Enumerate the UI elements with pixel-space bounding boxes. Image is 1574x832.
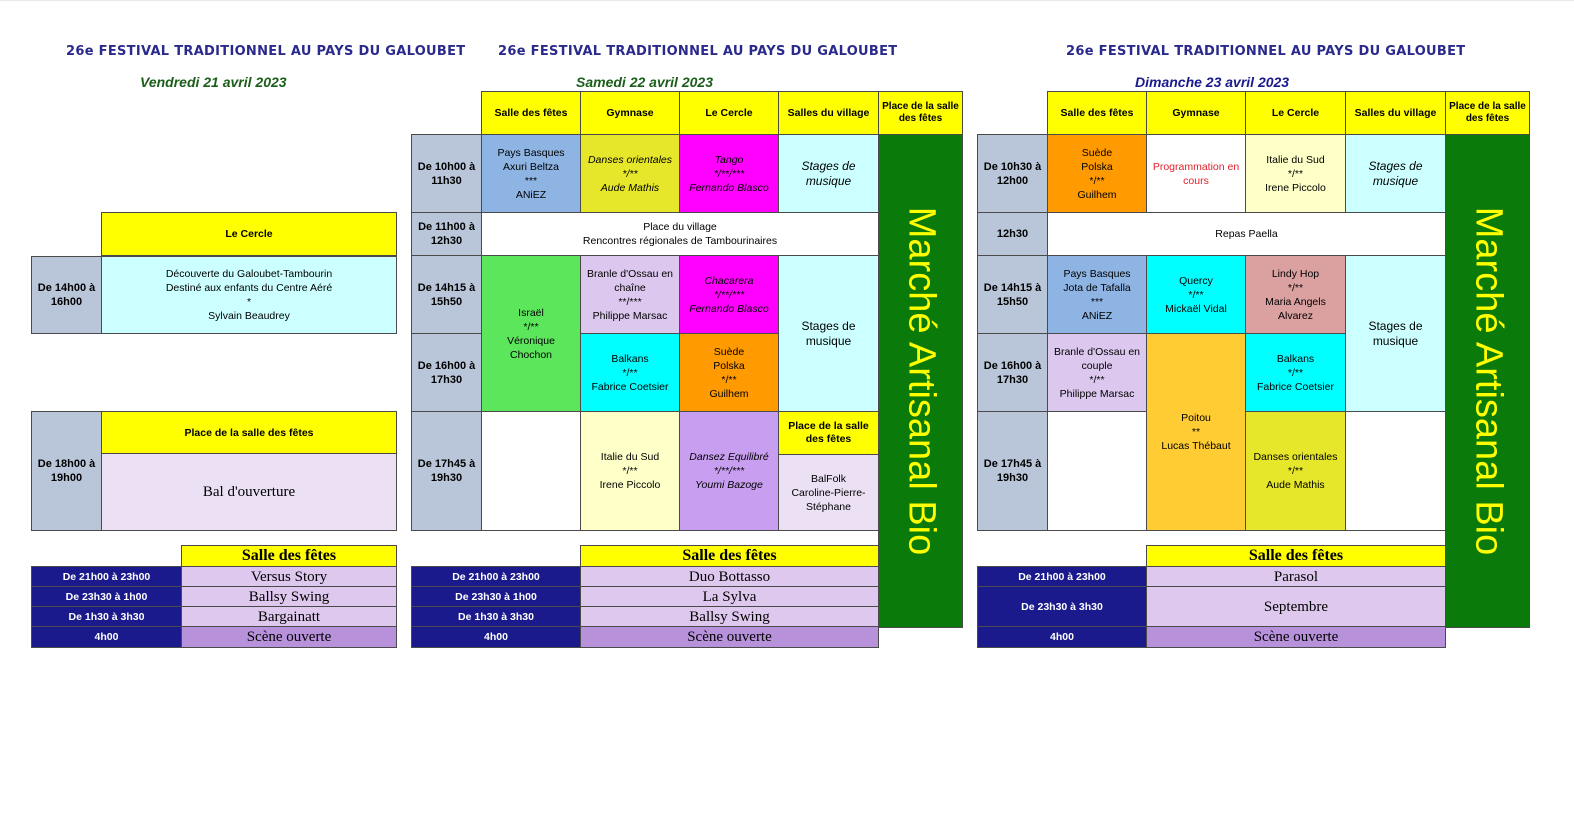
saturday-header-gymnase: Gymnase — [580, 91, 680, 135]
sunday-header-gymnase: Gymnase — [1146, 91, 1246, 135]
saturday-evening-act-1: Duo Bottasso — [580, 566, 879, 587]
saturday-evening-time-1: De 21h00 à 23h00 — [411, 566, 581, 587]
saturday-suede-polska: Suède Polska */** Guilhem — [679, 333, 779, 412]
saturday-israel: Israël */** Véronique Chochon — [481, 255, 581, 412]
friday-cercle-header: Le Cercle — [101, 212, 397, 256]
sunday-time-5: De 17h45 à 19h30 — [977, 411, 1048, 531]
sunday-quercy: Quercy */** Mickaël Vidal — [1146, 255, 1246, 334]
saturday-evening-time-2: De 23h30 à 1h00 — [411, 586, 581, 607]
sunday-time-4: De 16h00 à 17h30 — [977, 333, 1048, 412]
saturday-balfolk: BalFolk Caroline-Pierre- Stéphane — [778, 454, 879, 531]
sunday-evening-header: Salle des fêtes — [1146, 545, 1446, 567]
sunday-header-salle-des-fetes: Salle des fêtes — [1047, 91, 1147, 135]
sunday-empty-cell-2 — [1345, 411, 1446, 531]
sunday-programmation: Programmation en cours — [1146, 134, 1246, 213]
friday-slot2-time: De 18h00 à 19h00 — [31, 411, 102, 531]
saturday-evening-time-3: De 1h30 à 3h30 — [411, 606, 581, 627]
friday-evening-time-3: De 1h30 à 3h30 — [31, 606, 182, 627]
sunday-evening-act-1: Parasol — [1146, 566, 1446, 587]
friday-slot1-event: Découverte du Galoubet-Tambourin Destiné aux enfants du Centre Aéré * Sylvain Beaudrey — [101, 256, 397, 334]
friday-festival-title: 26e FESTIVAL TRADITIONNEL AU PAYS DU GALOUBET — [66, 44, 466, 59]
saturday-tango: Tango */**/*** Fernando Blasco — [679, 134, 779, 213]
friday-evening-act-2: Ballsy Swing — [181, 586, 397, 607]
saturday-festival-title: 26e FESTIVAL TRADITIONNEL AU PAYS DU GALOUBET — [498, 44, 898, 59]
saturday-place-du-village: Place du village Rencontres régionales de Tambourinaires — [481, 212, 879, 256]
saturday-dansez-equilibre: Dansez Equilibré */**/*** Youmi Bazoge — [679, 411, 779, 531]
sunday-branle-ossau: Branle d'Ossau en couple */** Philippe Marsac — [1047, 333, 1147, 412]
saturday-evening-time-4: 4h00 — [411, 626, 581, 648]
saturday-date: Samedi 22 avril 2023 — [576, 74, 713, 90]
saturday-evening-act-2: La Sylva — [580, 586, 879, 607]
saturday-marche-artisanal — [878, 134, 963, 628]
saturday-evening-header: Salle des fêtes — [580, 545, 879, 567]
saturday-stages-1: Stages de musique — [778, 134, 879, 213]
friday-place-header: Place de la salle des fêtes — [101, 411, 397, 454]
friday-date: Vendredi 21 avril 2023 — [140, 74, 287, 90]
sunday-time-3: De 14h15 à 15h50 — [977, 255, 1048, 334]
top-divider — [0, 0, 1574, 1]
saturday-time-5: De 17h45 à 19h30 — [411, 411, 482, 531]
saturday-place-salle-header: Place de la salle des fêtes — [778, 411, 879, 455]
sunday-danses-orientales: Danses orientales */** Aude Mathis — [1245, 411, 1346, 531]
sunday-evening-act-3: Scène ouverte — [1146, 626, 1446, 648]
saturday-time-2: De 11h00 à 12h30 — [411, 212, 482, 256]
saturday-header-place: Place de la salle des fêtes — [878, 91, 963, 135]
friday-evening-header: Salle des fêtes — [181, 545, 397, 567]
sunday-evening-time-2: De 23h30 à 3h30 — [977, 586, 1147, 627]
sunday-header-place: Place de la salle des fêtes — [1445, 91, 1530, 135]
saturday-empty-cell — [481, 411, 581, 531]
saturday-header-salle-des-fetes: Salle des fêtes — [481, 91, 581, 135]
saturday-chacarera: Chacarera */**/*** Fernando Blasco — [679, 255, 779, 334]
saturday-time-1: De 10h00 à 11h30 — [411, 134, 482, 213]
saturday-evening-act-4: Scène ouverte — [580, 626, 879, 648]
saturday-marche-label: Marché Artisanal Bio — [900, 206, 942, 556]
sunday-evening-time-3: 4h00 — [977, 626, 1147, 648]
sunday-balkans: Balkans */** Fabrice Coetsier — [1245, 333, 1346, 412]
sunday-suede-polska: Suède Polska */** Guilhem — [1047, 134, 1147, 213]
sunday-repas-paella: Repas Paella — [1047, 212, 1446, 256]
friday-evening-act-1: Versus Story — [181, 566, 397, 587]
friday-slot1-time: De 14h00 à 16h00 — [31, 256, 102, 334]
saturday-evening-act-3: Ballsy Swing — [580, 606, 879, 627]
saturday-pays-basques: Pays Basques Axuri Beltza *** ANiEZ — [481, 134, 581, 213]
saturday-header-salles-du-village: Salles du village — [778, 91, 879, 135]
saturday-italie-du-sud: Italie du Sud */** Irene Piccolo — [580, 411, 680, 531]
sunday-stages-2: Stages de musique — [1345, 255, 1446, 412]
friday-evening-act-4: Scène ouverte — [181, 626, 397, 648]
friday-bal-ouverture: Bal d'ouverture — [101, 453, 397, 531]
sunday-time-2: 12h30 — [977, 212, 1048, 256]
friday-evening-time-2: De 23h30 à 1h00 — [31, 586, 182, 607]
saturday-stages-2: Stages de musique — [778, 255, 879, 412]
saturday-time-4: De 16h00 à 17h30 — [411, 333, 482, 412]
saturday-time-3: De 14h15 à 15h50 — [411, 255, 482, 334]
sunday-pays-basques: Pays Basques Jota de Tafalla *** ANiEZ — [1047, 255, 1147, 334]
sunday-lindy-hop: Lindy Hop */** Maria Angels Alvarez — [1245, 255, 1346, 334]
saturday-header-le-cercle: Le Cercle — [679, 91, 779, 135]
sunday-empty-cell-1 — [1047, 411, 1147, 531]
friday-evening-time-1: De 21h00 à 23h00 — [31, 566, 182, 587]
saturday-branle-ossau: Branle d'Ossau en chaîne **/*** Philippe Marsac — [580, 255, 680, 334]
sunday-marche-label: Marché Artisanal Bio — [1467, 206, 1509, 556]
saturday-balkans: Balkans */** Fabrice Coetsier — [580, 333, 680, 412]
saturday-danses-orientales: Danses orientales */** Aude Mathis — [580, 134, 680, 213]
sunday-poitou: Poitou ** Lucas Thébaut — [1146, 333, 1246, 531]
sunday-header-le-cercle: Le Cercle — [1245, 91, 1346, 135]
sunday-evening-time-1: De 21h00 à 23h00 — [977, 566, 1147, 587]
friday-evening-time-4: 4h00 — [31, 626, 182, 648]
sunday-festival-title: 26e FESTIVAL TRADITIONNEL AU PAYS DU GALOUBET — [1066, 44, 1466, 59]
sunday-italie-du-sud: Italie du Sud */** Irene Piccolo — [1245, 134, 1346, 213]
sunday-evening-act-2: Septembre — [1146, 586, 1446, 627]
friday-evening-act-3: Bargainatt — [181, 606, 397, 627]
sunday-header-salles-du-village: Salles du village — [1345, 91, 1446, 135]
sunday-marche-artisanal — [1445, 134, 1530, 628]
sunday-date: Dimanche 23 avril 2023 — [1135, 74, 1290, 90]
sunday-stages-1: Stages de musique — [1345, 134, 1446, 213]
sunday-time-1: De 10h30 à 12h00 — [977, 134, 1048, 213]
